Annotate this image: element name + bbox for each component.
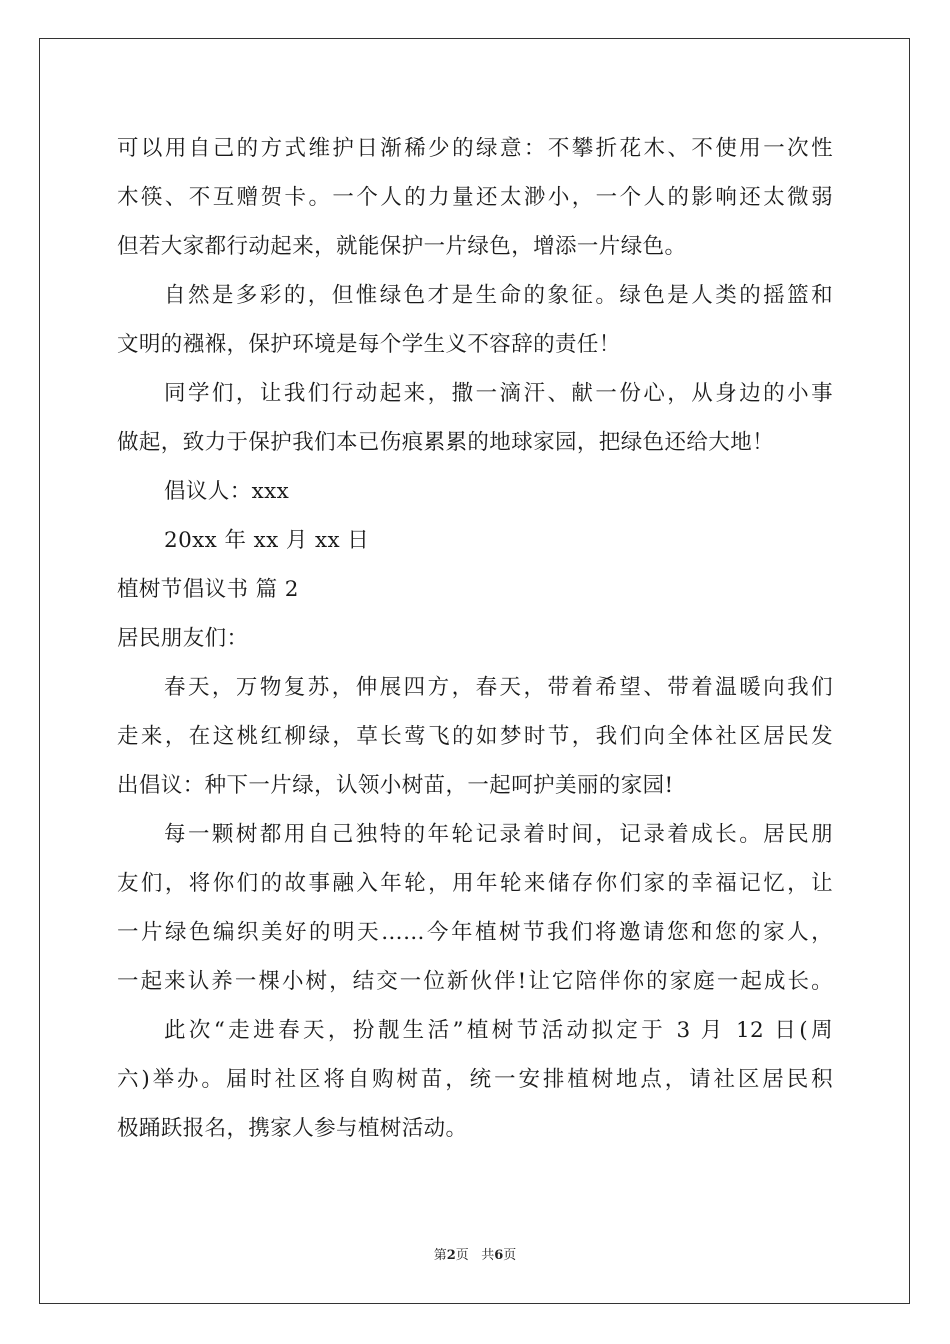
document-body <box>117 124 833 1153</box>
date-line: 20xx 年 xx 月 xx 日 <box>164 528 370 553</box>
paragraph-start-line: 此次“走进春天，扮靓生活”植树节活动拟定于 3 月 12 日(周 <box>164 1018 833 1043</box>
paragraph-start-line: 同学们，让我们行动起来，撒一滴汗、献一份心，从身边的小事 <box>164 381 833 406</box>
text-line: 友们，将你们的故事融入年轮，用年轮来储存你们家的幸福记忆，让 <box>117 871 833 896</box>
current-page-number: 2 <box>446 1248 456 1263</box>
signature-line: 倡议人：xxx <box>164 479 290 504</box>
page-mid: 页 共 <box>455 1248 495 1263</box>
text-line: 文明的襁褓，保护环境是每个学生义不容辞的责任！ <box>117 332 621 357</box>
text-line: 木筷、不互赠贺卡。一个人的力量还太渺小，一个人的影响还太微弱 <box>117 185 833 210</box>
total-page-number: 6 <box>494 1248 504 1263</box>
page-suffix: 页 <box>503 1248 517 1263</box>
text-line: 可以用自己的方式维护日渐稀少的绿意：不攀折花木、不使用一次性 <box>117 136 833 161</box>
page-footer <box>0 1244 950 1263</box>
text-line: 做起，致力于保护我们本已伤痕累累的地球家园，把绿色还给大地！ <box>117 430 775 455</box>
text-line: 一片绿色编织美好的明天……今年植树节我们将邀请您和您的家人， <box>117 920 833 945</box>
text-line: 出倡议：种下一片绿，认领小树苗，一起呵护美丽的家园! <box>117 773 674 798</box>
text-line: 但若大家都行动起来，就能保护一片绿色，增添一片绿色。 <box>117 234 687 259</box>
text-line: 走来，在这桃红柳绿，草长莺飞的如梦时节，我们向全体社区居民发 <box>117 724 833 749</box>
paragraph-start-line: 自然是多彩的，但惟绿色才是生命的象征。绿色是人类的摇篮和 <box>164 283 833 308</box>
section-heading: 植树节倡议书 篇 2 <box>117 577 299 602</box>
text-line: 极踊跃报名，携家人参与植树活动。 <box>117 1116 468 1141</box>
paragraph-start-line: 春天，万物复苏，伸展四方，春天，带着希望、带着温暖向我们 <box>164 675 833 700</box>
salutation: 居民朋友们： <box>117 626 249 651</box>
text-line: 一起来认养一棵小树，结交一位新伙伴!让它陪伴你的家庭一起成长。 <box>117 969 833 994</box>
page-prefix: 第 <box>433 1248 447 1263</box>
text-line: 六)举办。届时社区将自购树苗，统一安排植树地点，请社区居民积 <box>117 1067 833 1092</box>
paragraph-start-line: 每一颗树都用自己独特的年轮记录着时间，记录着成长。居民朋 <box>164 822 833 847</box>
